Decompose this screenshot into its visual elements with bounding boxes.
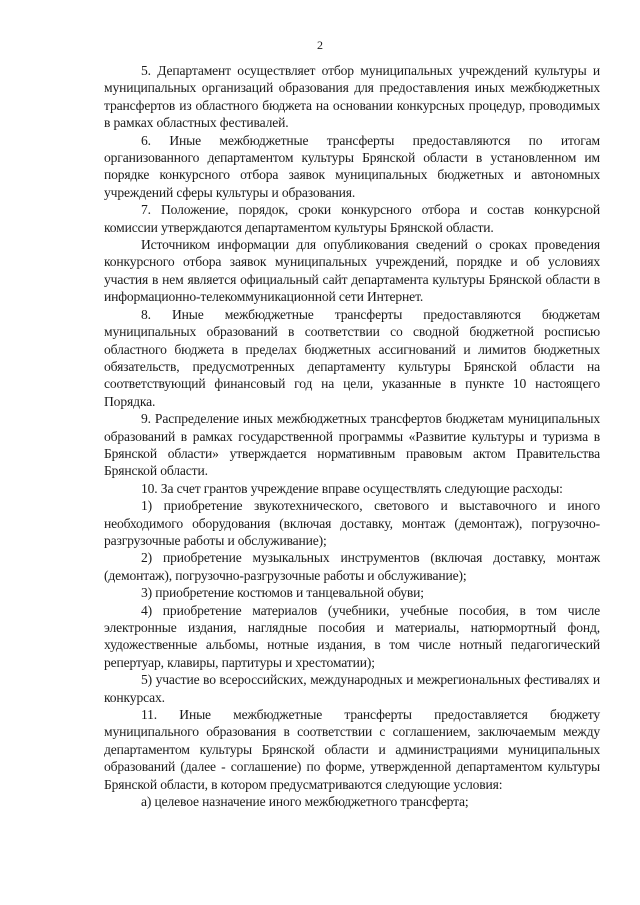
list-item-2: 2) приобретение музыкальных инструментов (включая доставку, монтаж (демонтаж), погрузочно-разгрузочные работы и обслуживание); bbox=[104, 550, 600, 583]
list-item-a: а) целевое назначение иного межбюджетного трансферта; bbox=[141, 794, 469, 810]
list-item-5: 5) участие во всероссийских, международных и межрегиональных фестивалях и конкурсах. bbox=[104, 672, 600, 705]
paragraph-7: 7. Положение, порядок, сроки конкурсного отбора и состав конкурсной комиссии утверждаются департаментом культуры Брянской области. bbox=[104, 202, 600, 235]
page-number: 2 bbox=[317, 38, 323, 52]
paragraph-11: 11. Иные межбюджетные трансферты предоставляется бюджету муниципального образования в соответствии с соглашением, заключаемым между департаментом культуры Брянской области и администрациями муниципальных образований (далее - соглашение) по форме, утвержденной департаментом культуры Брянской области, в котором предусматриваются следующие условия: bbox=[104, 707, 600, 792]
document-body bbox=[104, 62, 600, 810]
paragraph-10: 10. За счет грантов учреждение вправе осуществлять следующие расходы: bbox=[141, 480, 563, 496]
paragraph-9: 9. Распределение иных межбюджетных трансфертов бюджетам муниципальных образований в рамках государственной программы «Развитие культуры и туризма в Брянской области» утверждается нормативным правовым актом Правительства Брянской области. bbox=[104, 411, 600, 479]
paragraph-info-source: Источником информации для опубликования сведений о сроках проведения конкурсного отбора заявок муниципальных учреждений, порядке и об условиях участия в нем является официальный сайт департамента культуры Брянской области в информационно-телекоммуникационной сети Интернет. bbox=[104, 237, 600, 305]
paragraph-8: 8. Иные межбюджетные трансферты предоставляются бюджетам муниципальных образований в соответствии со сводной бюджетной росписью областного бюджета в пределах бюджетных ассигнований и лимитов бюджетных обязательств, предусмотренных департаменту культуры Брянской области на соответствующий финансовый год на цели, указанные в пункте 10 настоящего Порядка. bbox=[104, 306, 600, 409]
list-item-1: 1) приобретение звукотехнического, светового и выставочного и иного необходимого оборудования (включая доставку, монтаж (демонтаж), погрузочно-разгрузочные работы и обслуживание); bbox=[104, 498, 600, 548]
paragraph-6: 6. Иные межбюджетные трансферты предоставляются по итогам организованного департаментом культуры Брянской области в установленном им порядке конкурсного отбора заявок муниципальных бюджетных и автономных учреждений сферы культуры и образования. bbox=[104, 132, 600, 200]
list-item-3: 3) приобретение костюмов и танцевальной обуви; bbox=[141, 585, 424, 601]
list-item-4: 4) приобретение материалов (учебники, учебные пособия, в том числе электронные издания, наглядные пособия и материалы, натюрмортный фонд, художественные альбомы, нотные издания, в том числе нотный педагогический репертуар, клавиры, партитуры и хрестоматии); bbox=[104, 602, 600, 670]
paragraph-5: 5. Департамент осуществляет отбор муниципальных учреждений культуры и муниципальных организаций образования для предоставления иных межбюджетных трансфертов из областного бюджета на основании конкурсных процедур, проводимых в рамках областных фестивалей. bbox=[104, 63, 600, 131]
